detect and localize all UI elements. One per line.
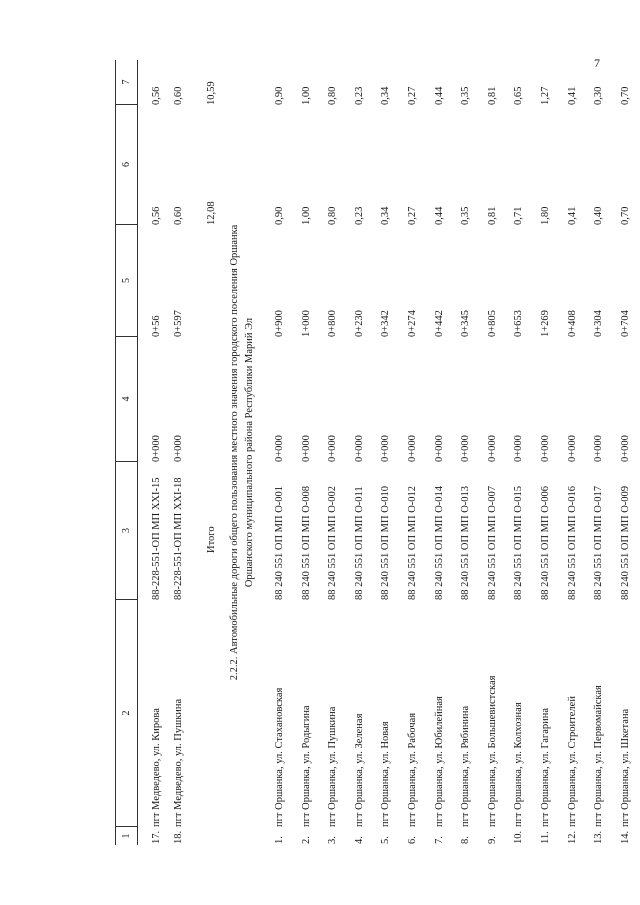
cell-num: 2. [300, 836, 312, 844]
cell-to: 0+304 [593, 310, 605, 337]
cell-name: пгт Медведево, ул. Кирова [151, 708, 162, 827]
cell-to: 0+56 [151, 315, 162, 337]
cell-from: 0+000 [593, 435, 605, 462]
cell-len6: 0,41 [566, 206, 578, 225]
rotated-table-page [115, 60, 640, 845]
cell-len7: 0,90 [274, 86, 285, 105]
cell-len6: 0,34 [380, 206, 392, 225]
cell-name: пгт Оршанка, ул. Зеленая [353, 713, 365, 827]
header-col-4: 4 [116, 337, 137, 462]
table-row [563, 60, 583, 845]
cell-num: 14. [619, 830, 631, 844]
cell-name: пгт Оршанка, ул. Пушкина [327, 706, 339, 827]
table-row [403, 60, 423, 845]
table-row [456, 60, 476, 845]
cell-num: 12. [566, 830, 578, 844]
header-col-3: 3 [116, 462, 137, 600]
cell-to: 0+342 [380, 310, 392, 337]
cell-num: 5. [380, 836, 392, 844]
page-number: 7 [594, 56, 600, 70]
cell-code: 88 240 551 ОП МП О-016 [566, 485, 578, 600]
cell-len7: 0,80 [327, 86, 339, 105]
cell-from: 0+000 [274, 435, 285, 462]
cell-len6: 0,27 [407, 206, 418, 225]
cell-name: пгт Оршанка, ул. Новая [380, 721, 392, 827]
cell-from: 0+000 [513, 435, 525, 462]
cell-len6: 0,70 [619, 206, 631, 225]
cell-name: пгт Оршанка, ул. Родыгина [300, 705, 312, 827]
table-row [589, 60, 609, 845]
cell-from: 0+000 [173, 435, 184, 462]
cell-from: 0+000 [433, 435, 445, 462]
cell-name: пгт Оршанка, ул. Колхозная [513, 702, 525, 827]
table-row [323, 60, 343, 845]
table-row [169, 60, 189, 845]
table-row [616, 60, 636, 845]
table-row [297, 60, 317, 845]
cell-from: 0+000 [619, 435, 631, 462]
cell-from: 0+000 [380, 435, 392, 462]
cell-code: 88 240 551 ОП МП О-010 [380, 485, 392, 600]
cell-len7: 0,34 [380, 86, 392, 105]
cell-len7: 1,00 [300, 86, 312, 105]
cell-code: 88 240 551 ОП МП О-011 [353, 486, 365, 600]
cell-to: 1+000 [300, 310, 312, 337]
cell-code: 88 240 551 ОП МП О-009 [619, 485, 631, 600]
cell-num: 3. [327, 836, 339, 844]
cell-num: 18. [173, 830, 184, 844]
cell-to: 0+800 [327, 310, 339, 337]
cell-code: 88-228-551-ОП МП XXI-15 [151, 477, 162, 600]
section-title-line1: 2.2.2. Автомобильные дороги общего пользования местного значения городского поселения Оршанка [229, 224, 240, 681]
section-title-line2: Оршанского муниципального района Республики Марий Эл [244, 317, 255, 588]
cell-num: 11. [540, 831, 551, 844]
cell-len6: 0,44 [433, 206, 445, 225]
cell-code: 88 240 551 ОП МП О-017 [593, 485, 605, 600]
header-col-7: 7 [116, 60, 137, 105]
cell-to: 0+230 [353, 310, 365, 337]
table-row [270, 60, 290, 845]
cell-num: 13. [593, 830, 605, 844]
cell-num: 9. [486, 836, 498, 844]
header-col-1: 1 [121, 833, 132, 839]
cell-len7: 0,27 [407, 86, 418, 105]
cell-len6: 0,56 [151, 206, 162, 225]
table-row [483, 60, 503, 845]
cell-code: 88 240 551 ОП МП О-008 [300, 485, 312, 600]
header-col-5: 5 [116, 225, 137, 337]
header-col-2: 2 [116, 600, 137, 827]
cell-len7: 0,23 [353, 86, 365, 105]
cell-len7: 0,65 [513, 86, 525, 105]
cell-len7: 0,41 [566, 86, 578, 105]
total-len6: 12,08 [206, 201, 217, 225]
cell-len7: 1,27 [540, 86, 551, 105]
table-row [376, 60, 396, 845]
table-header [115, 60, 138, 845]
cell-num: 8. [460, 836, 472, 844]
table-row [430, 60, 450, 845]
cell-name: пгт Оршанка, ул. Рабочая [407, 712, 418, 827]
cell-name: пгт Оршанка, ул. Первомайская [593, 685, 605, 827]
cell-from: 0+000 [566, 435, 578, 462]
cell-name: пгт Оршанка, ул. Рябинина [460, 705, 472, 827]
cell-from: 0+000 [151, 435, 162, 462]
header-col-6: 6 [116, 105, 137, 225]
cell-num: 17. [151, 830, 162, 844]
cell-from: 0+000 [300, 435, 312, 462]
cell-name: пгт Оршанка, ул. Гагарина [540, 707, 551, 827]
cell-from: 0+000 [540, 435, 551, 462]
cell-to: 0+345 [460, 310, 472, 337]
cell-from: 0+000 [460, 435, 472, 462]
cell-len6: 0,81 [486, 206, 498, 225]
cell-len7: 0,44 [433, 86, 445, 105]
cell-len6: 1,80 [540, 206, 551, 225]
cell-from: 0+000 [327, 435, 339, 462]
cell-len6: 0,40 [593, 206, 605, 225]
cell-len6: 0,23 [353, 206, 365, 225]
cell-from: 0+000 [407, 435, 418, 462]
cell-code: 88 240 551 ОП МП О-001 [274, 485, 285, 600]
cell-code: 88 240 551 ОП МП О-007 [486, 485, 498, 600]
cell-from: 0+000 [486, 435, 498, 462]
cell-to: 0+274 [407, 310, 418, 337]
cell-code: 88 240 551 ОП МП О-014 [433, 485, 445, 600]
cell-to: 0+900 [274, 310, 285, 337]
cell-len6: 0,90 [274, 206, 285, 225]
cell-num: 7. [433, 836, 445, 844]
cell-len6: 0,80 [327, 206, 339, 225]
cell-code: 88 240 551 ОП МП О-013 [460, 485, 472, 600]
total-label: Итого [206, 526, 217, 553]
cell-name: пгт Оршанка, ул. Шкетана [619, 708, 631, 827]
cell-num: 1. [274, 836, 285, 844]
cell-len7: 0,70 [619, 86, 631, 105]
table-row [536, 60, 556, 845]
table-row [147, 60, 167, 845]
cell-len6: 0,60 [173, 206, 184, 225]
cell-to: 0+408 [566, 310, 578, 337]
cell-to: 0+442 [433, 310, 445, 337]
cell-code: 88 240 551 ОП МП О-012 [407, 485, 418, 600]
cell-name: пгт Оршанка, ул. Большевистская [486, 675, 498, 827]
cell-num: 10. [513, 830, 525, 844]
cell-len6: 0,71 [513, 206, 525, 225]
total-row [202, 60, 222, 845]
cell-code: 88 240 551 ОП МП О-006 [540, 485, 551, 600]
cell-len7: 0,60 [173, 86, 184, 105]
total-len7: 10,59 [206, 81, 217, 105]
cell-to: 0+805 [486, 310, 498, 337]
cell-name: пгт Оршанка, ул. Строителей [566, 696, 578, 827]
cell-len7: 0,81 [486, 86, 498, 105]
cell-code: 88 240 551 ОП МП О-015 [513, 485, 525, 600]
cell-to: 0+653 [513, 310, 525, 337]
table-row [509, 60, 529, 845]
cell-to: 0+597 [173, 310, 184, 337]
table-row [350, 60, 370, 845]
cell-len7: 0,30 [593, 86, 605, 105]
cell-num: 4. [353, 836, 365, 844]
cell-num: 6. [407, 836, 418, 844]
cell-name: пгт Оршанка, ул. Юбилейная [433, 696, 445, 827]
cell-code: 88-228-551-ОП МП XXI-18 [173, 477, 184, 600]
cell-name: пгт Медведево, ул. Пушкина [173, 698, 184, 827]
cell-len6: 1,00 [300, 206, 312, 225]
cell-code: 88 240 551 ОП МП О-002 [327, 485, 339, 600]
cell-to: 1+269 [540, 310, 551, 337]
cell-to: 0+704 [619, 310, 631, 337]
cell-name: пгт Оршанка, ул. Стахановская [274, 687, 285, 827]
cell-len6: 0,35 [460, 206, 472, 225]
cell-len7: 0,56 [151, 86, 162, 105]
cell-from: 0+000 [353, 435, 365, 462]
cell-len7: 0,35 [460, 86, 472, 105]
